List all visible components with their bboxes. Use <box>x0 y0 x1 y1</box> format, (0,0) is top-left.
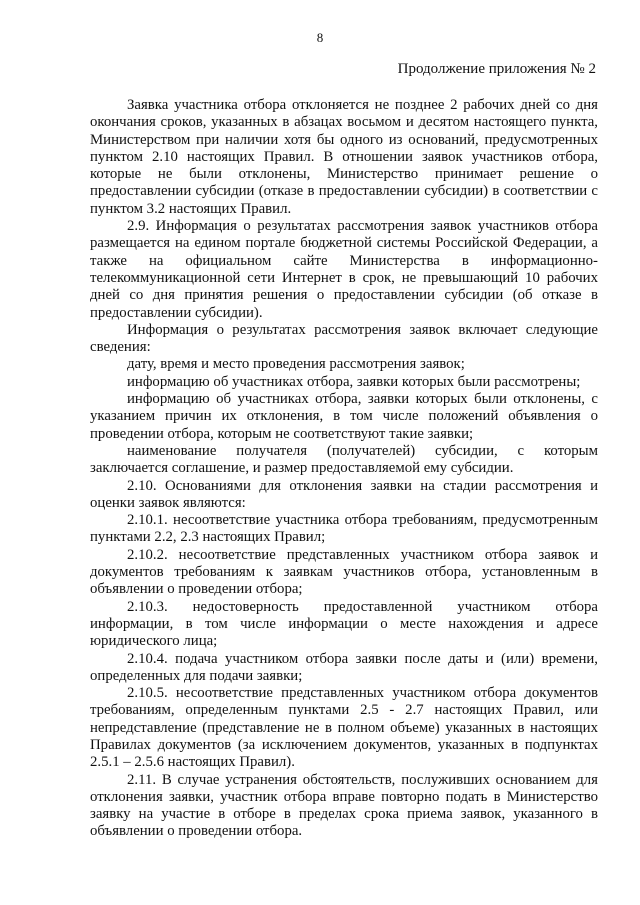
paragraph: дату, время и место проведения рассмотрения заявок; <box>127 356 465 373</box>
paragraph: 2.10. Основаниями для отклонения заявки на стадии рассмотрения и оценки заявок являются: <box>90 477 598 511</box>
paragraph: 2.10.5. несоответствие представленных участником отбора документов требованиям, определенным пунктами 2.5 - 2.7 настоящих Правил, или непредставление (представление не в полном объеме) указанных в настоящих Правилах документов (за исключением документов, указанных в подпунктах 2.5.1 – 2.5.6 настоящих Правил). <box>90 685 598 771</box>
paragraph: 2.10.3. недостоверность предоставленной участником отбора информации, в том числе информации о месте нахождения и адресе юридического лица; <box>90 598 598 650</box>
paragraph: Заявка участника отбора отклоняется не позднее 2 рабочих дней со дня окончания сроков, указанных в абзацах восьмом и десятом настоящего пункта, Министерством при наличии хотя бы одного из оснований, предусмотренных пунктом 2.10 настоящих Правил. В отношении заявок участников отбора, которые не были отклонены, Министерство принимает решение о предоставлении субсидии (отказе в предоставлении субсидии) в соответствии с пунктом 3.2 настоящих Правил. <box>90 97 598 217</box>
page-number: 8 <box>316 30 324 45</box>
paragraph: 2.9. Информация о результатах рассмотрения заявок участников отбора размещается на едином портале бюджетной системы Российской Федерации, а также на официальном сайте Министерства в информационно-телекоммуникационной сети Интернет в срок, не превышающий 10 рабочих дней со дня принятия решения о предоставлении субсидии (об отказе в предоставлении субсидии). <box>90 218 598 321</box>
paragraph: 2.10.4. подача участником отбора заявки после даты и (или) времени, определенных для подачи заявки; <box>90 650 598 684</box>
document-body <box>90 97 598 841</box>
paragraph: информацию об участниках отбора, заявки которых были рассмотрены; <box>127 373 581 390</box>
appendix-header: Продолжение приложения № 2 <box>397 61 596 77</box>
paragraph: информацию об участниках отбора, заявки которых были отклонены, с указанием причин их отклонения, в том числе положений объявления о проведении отбора, которым не соответствуют такие заявки; <box>90 391 598 442</box>
paragraph: 2.10.1. несоответствие участника отбора требованиям, предусмотренным пунктами 2.2, 2.3 настоящих Правил; <box>90 512 598 546</box>
paragraph: 2.11. В случае устранения обстоятельств, послуживших основанием для отклонения заявки, участник отбора вправе повторно подать в Министерство заявку на участие в отборе в пределах срока приема заявок, указанного в объявлении о проведении отбора. <box>90 771 598 840</box>
paragraph: Информация о результатах рассмотрения заявок включает следующие сведения: <box>90 321 598 356</box>
paragraph: 2.10.2. несоответствие представленных участником отбора заявок и документов требованиям к заявкам участников отбора, установленным в объявлении о проведении отбора; <box>90 546 598 598</box>
paragraph: наименование получателя (получателей) субсидии, с которым заключается соглашение, и размер предоставляемой ему субсидии. <box>90 442 598 477</box>
